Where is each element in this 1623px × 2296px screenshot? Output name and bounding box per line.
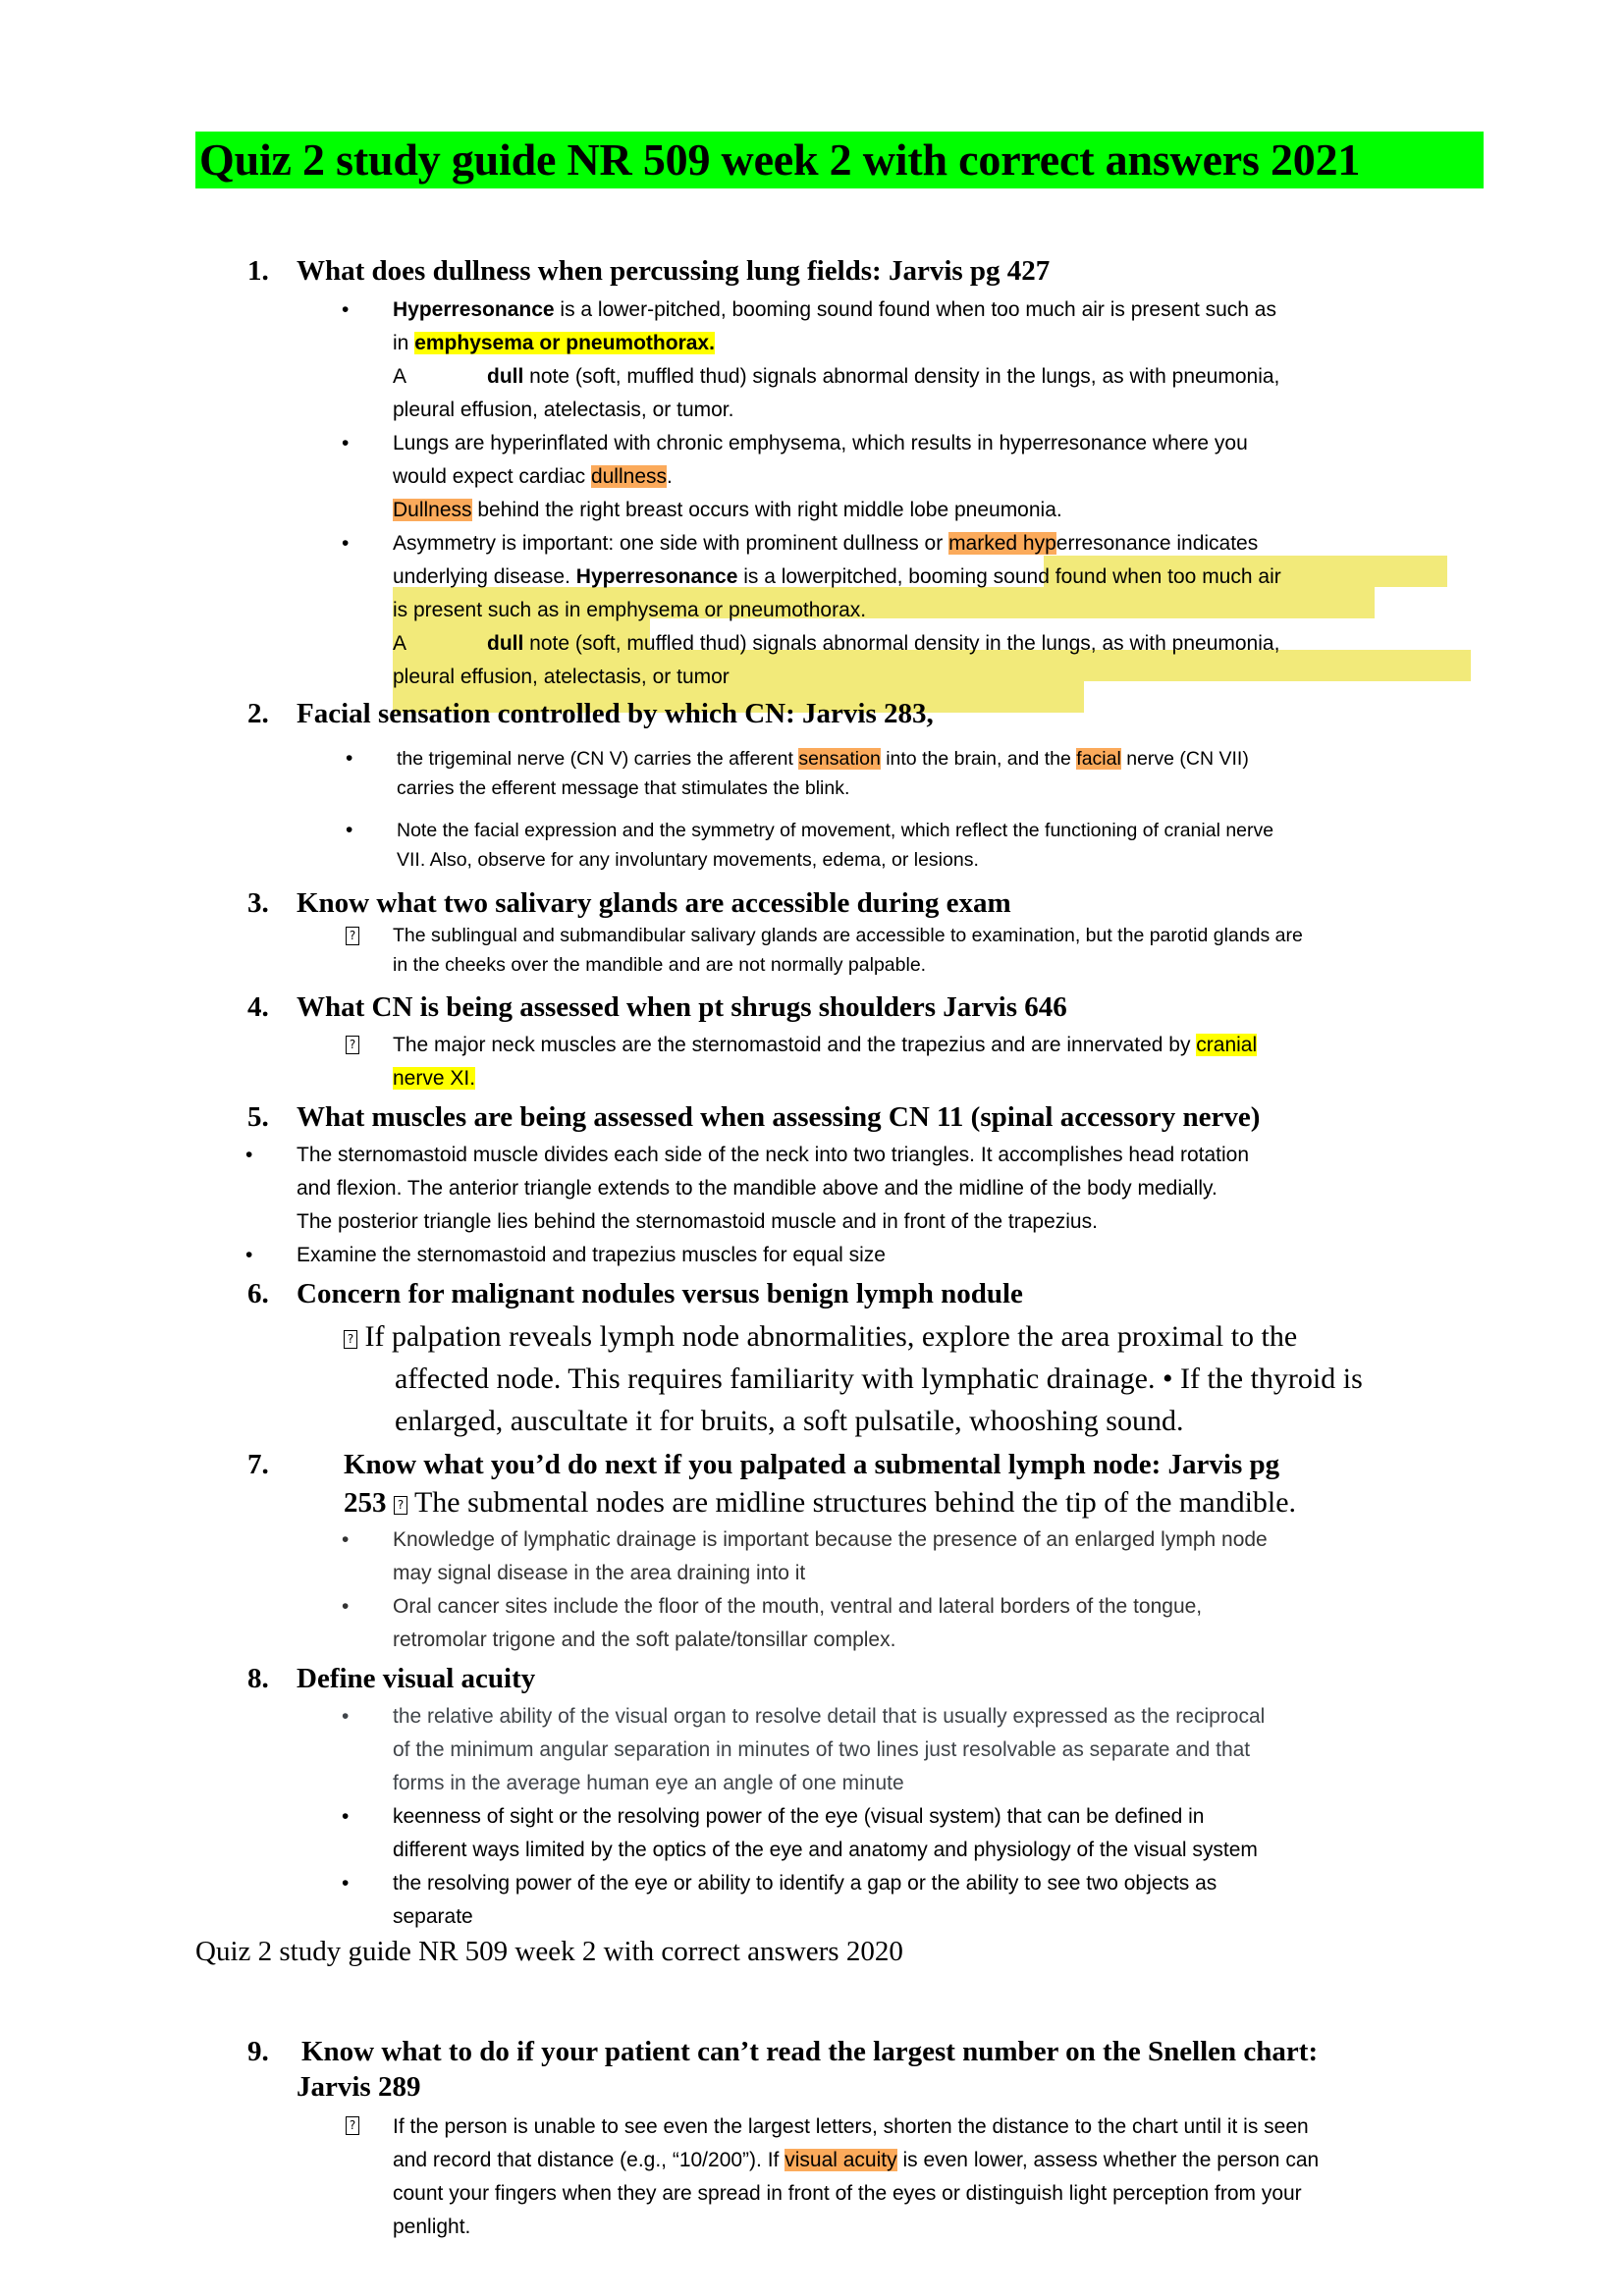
question-9-heading-line-2: Jarvis 289: [297, 2071, 421, 2103]
missing-glyph-bullet-icon: ?: [346, 927, 359, 945]
q8-bullet-1-line-2: of the minimum angular separation in minutes of two lines just resolvable as separate and that: [393, 1738, 1251, 1761]
q1-bullet-3-line-4: A dull note (soft, muffled thud) signals abnormal density in the lungs, as with pneumonia,: [393, 632, 1280, 655]
q8-bullet-1-line-3: forms in the average human eye an angle of one minute: [393, 1772, 904, 1794]
highlight-orange: facial: [1076, 748, 1121, 770]
q6-paragraph-line-1: ? If palpation reveals lymph node abnormalities, explore the area proximal to the: [344, 1315, 1297, 1358]
question-6-number: 6.: [247, 1278, 269, 1309]
q9-bullet-1-line-3: count your fingers when they are spread in front of the eyes or distinguish light perception from your: [393, 2182, 1302, 2205]
question-2-heading: Facial sensation controlled by which CN: Jarvis 283,: [297, 698, 934, 729]
q1-bullet-2-line-2: would expect cardiac dullness.: [393, 465, 673, 488]
question-2-number: 2.: [247, 698, 269, 729]
bullet-icon: •: [245, 1144, 253, 1166]
bullet-icon: •: [342, 432, 350, 454]
q7-bullet-2-line-1: Oral cancer sites include the floor of the mouth, ventral and lateral borders of the tongue,: [393, 1595, 1203, 1618]
bullet-icon: •: [342, 532, 350, 555]
bullet-icon: •: [342, 298, 350, 321]
bullet-icon: •: [342, 1872, 350, 1895]
q2-bullet-1-line-1: the trigeminal nerve (CN V) carries the afferent sensation into the brain, and the facial nerve (CN VII): [397, 748, 1249, 770]
bullet-icon: •: [245, 1244, 253, 1266]
q5-bullet-2-line-1: Examine the sternomastoid and trapezius muscles for equal size: [297, 1244, 886, 1266]
q9-bullet-1-line-2: and record that distance (e.g., “10/200”). If visual acuity is even lower, assess whether the person can: [393, 2149, 1320, 2171]
q3-bullet-1-line-1: The sublingual and submandibular salivary glands are accessible to examination, but the parotid glands are: [393, 925, 1303, 946]
document-title-text: Quiz 2 study guide NR 509 week 2 with correct answers 2021: [199, 134, 1361, 185]
highlight-orange: sensation: [798, 748, 881, 770]
question-9-heading: Know what to do if your patient can’t read the largest number on the Snellen chart:: [301, 2036, 1319, 2067]
question-1-heading: What does dullness when percussing lung fields: Jarvis pg 427: [297, 255, 1051, 287]
missing-glyph-bullet-icon: ?: [346, 1036, 359, 1054]
q7-bullet-1-line-1: Knowledge of lymphatic drainage is important because the presence of an enlarged lymph node: [393, 1528, 1268, 1551]
question-5-heading: What muscles are being assessed when assessing CN 11 (spinal accessory nerve): [297, 1101, 1261, 1133]
q2-bullet-1-line-2: carries the efferent message that stimulates the blink.: [397, 777, 850, 799]
q1-bullet-1-line-3: A dull note (soft, muffled thud) signals abnormal density in the lungs, as with pneumonia,: [393, 365, 1280, 388]
q1-bullet-3-line-1: Asymmetry is important: one side with prominent dullness or marked hyperresonance indicates: [393, 532, 1259, 555]
q7-bullet-2-line-2: retromolar trigone and the soft palate/tonsillar complex.: [393, 1629, 896, 1651]
q8-bullet-2-line-2: different ways limited by the optics of the eye and anatomy and physiology of the visual system: [393, 1839, 1258, 1861]
q8-bullet-1-line-1: the relative ability of the visual organ to resolve detail that is usually expressed as the reciprocal: [393, 1705, 1266, 1728]
highlight-orange: marked hyp: [948, 532, 1056, 555]
q1-bullet-1-line-4: pleural effusion, atelectasis, or tumor.: [393, 399, 734, 421]
q1-bullet-3-line-3: is present such as in emphysema or pneumothorax.: [393, 599, 867, 621]
bullet-icon: •: [342, 1595, 350, 1618]
q7-bullet-1-line-2: may signal disease in the area draining into it: [393, 1562, 806, 1584]
question-7-heading: Know what you’d do next if you palpated a submental lymph node: Jarvis pg: [344, 1449, 1280, 1480]
question-1-number: 1.: [247, 255, 269, 287]
q1-bullet-1-line-1: Hyperresonance is a lower-pitched, booming sound found when too much air is present such as: [393, 298, 1276, 321]
question-9-number: 9.: [247, 2036, 269, 2067]
q5-bullet-1-line-3: The posterior triangle lies behind the sternomastoid muscle and in front of the trapezius.: [297, 1210, 1098, 1233]
q6-paragraph-line-2: affected node. This requires familiarity with lymphatic drainage. • If the thyroid is: [395, 1362, 1363, 1395]
highlight-orange: Dullness: [393, 499, 472, 521]
q9-bullet-1-line-1: If the person is unable to see even the largest letters, shorten the distance to the chart until it is seen: [393, 2115, 1309, 2138]
question-7-number: 7.: [247, 1449, 269, 1480]
missing-glyph-bullet-icon: ?: [346, 2116, 359, 2135]
q4-bullet-1-line-1: The major neck muscles are the sternomastoid and the trapezius and are innervated by cranial: [393, 1034, 1258, 1056]
q4-bullet-1-line-2: [393, 1062, 475, 1095]
question-4-number: 4.: [247, 991, 269, 1023]
q2-bullet-2-line-2: VII. Also, observe for any involuntary movements, edema, or lesions.: [397, 849, 979, 871]
q8-bullet-3-line-1: the resolving power of the eye or ability to identify a gap or the ability to see two objects as: [393, 1872, 1217, 1895]
q1-bullet-2-line-3: Dullness behind the right breast occurs with right middle lobe pneumonia.: [393, 499, 1062, 521]
bullet-icon: •: [346, 747, 353, 770]
q1-bullet-1-line-2: in emphysema or pneumothorax.: [393, 332, 715, 354]
bullet-icon: •: [342, 1528, 350, 1551]
q8-bullet-3-line-2: separate: [393, 1905, 473, 1928]
q5-bullet-1-line-2: and flexion. The anterior triangle extends to the mandible above and the midline of the body medially.: [297, 1177, 1217, 1200]
highlight-yellow: emphysema or pneumothorax.: [414, 332, 715, 354]
q1-bullet-3-line-5: pleural effusion, atelectasis, or tumor: [393, 666, 730, 688]
question-6-heading: Concern for malignant nodules versus benign lymph nodule: [297, 1278, 1023, 1309]
question-8-heading: Define visual acuity: [297, 1663, 536, 1694]
bullet-icon: •: [342, 1705, 350, 1728]
highlight-orange: visual acuity: [784, 2149, 897, 2171]
q1-bullet-3-line-2: underlying disease. Hyperresonance is a lowerpitched, booming sound found when too much air: [393, 565, 1281, 588]
q5-bullet-1-line-1: The sternomastoid muscle divides each side of the neck into two triangles. It accomplishes head rotation: [297, 1144, 1250, 1166]
bullet-icon: •: [342, 1805, 350, 1828]
question-4-heading: What CN is being assessed when pt shrugs shoulders Jarvis 646: [297, 991, 1067, 1023]
highlight-yellow: cranial: [1196, 1034, 1258, 1056]
q3-bullet-1-line-2: in the cheeks over the mandible and are not normally palpable.: [393, 954, 927, 976]
highlight-orange: dullness: [590, 465, 668, 488]
q9-bullet-1-line-4: penlight.: [393, 2216, 471, 2238]
question-3-number: 3.: [247, 887, 269, 919]
q8-bullet-2-line-1: keenness of sight or the resolving power of the eye (visual system) that can be defined in: [393, 1805, 1205, 1828]
question-8-number: 8.: [247, 1663, 269, 1694]
q7-heading-line-2: 253 ? The submental nodes are midline structures behind the tip of the mandible.: [344, 1486, 1297, 1519]
q2-bullet-2-line-1: Note the facial expression and the symmetry of movement, which reflect the functioning of cranial nerve: [397, 820, 1274, 841]
page-footer: Quiz 2 study guide NR 509 week 2 with correct answers 2020: [195, 1936, 903, 1967]
bullet-icon: •: [346, 819, 353, 841]
missing-glyph-bullet-icon: ?: [344, 1330, 357, 1349]
q6-paragraph-line-3: enlarged, auscultate it for bruits, a soft pulsatile, whooshing sound.: [395, 1405, 1184, 1437]
question-3-heading: Know what two salivary glands are accessible during exam: [297, 887, 1011, 919]
q1-bullet-2-line-1: Lungs are hyperinflated with chronic emphysema, which results in hyperresonance where you: [393, 432, 1248, 454]
document-title: [195, 132, 1484, 188]
highlight-yellow: nerve XI.: [393, 1067, 476, 1090]
missing-glyph-bullet-icon: ?: [394, 1496, 407, 1515]
question-5-number: 5.: [247, 1101, 269, 1133]
